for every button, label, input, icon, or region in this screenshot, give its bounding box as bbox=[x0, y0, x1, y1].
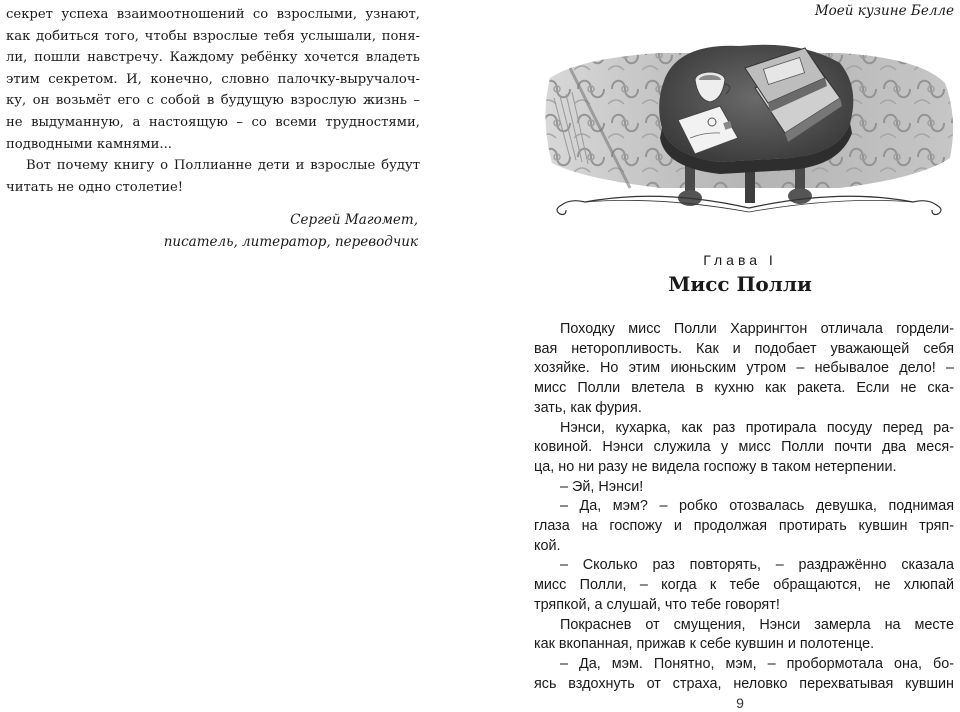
right-page-text-line: кой. bbox=[534, 537, 561, 554]
right-page-text-line: Покраснев от смущения, Нэнси замерла на месте bbox=[560, 616, 954, 633]
right-page-text-line: ковиной. Нэнси служила у мисс Полли почти два меся- bbox=[534, 439, 954, 456]
right-page-text-line: – Да, мэм. Понятно, мэм, – пробормотала она, бо- bbox=[560, 655, 954, 672]
left-page-text-line: ку, он возьмёт его с собой в будущую взрослую жизнь – bbox=[6, 93, 420, 109]
page-number: 9 bbox=[736, 695, 744, 711]
signature bbox=[164, 209, 418, 253]
left-page-text bbox=[6, 4, 420, 198]
left-page-text-line: читать не одно столетие! bbox=[6, 179, 184, 195]
right-page-text-line: – Эй, Нэнси! bbox=[560, 478, 644, 495]
left-page-text-line: Вот почему книгу о Поллианне дети и взрослые будут bbox=[26, 158, 420, 174]
right-page-text-line: как вкопанная, прижав к себе кувшин и полотенце. bbox=[534, 636, 875, 653]
left-page-text-line: этим секретом. И, конечно, словно палочку-выручалоч- bbox=[6, 71, 420, 87]
left-page-text-line: как добиться того, чтобы взрослые тебя услышали, поня- bbox=[6, 28, 420, 44]
left-page-text-line: секрет успеха взаимоотношений со взрослыми, узнают, bbox=[6, 7, 420, 22]
right-page-text-line: ца, но ни разу не видела госпожу в таком нетерпении. bbox=[534, 458, 897, 475]
right-page-text-line: зать, как фурия. bbox=[534, 399, 642, 416]
left-page-text-line: подводными камнями... bbox=[6, 136, 172, 152]
right-page bbox=[520, 0, 960, 712]
dedication: Моей кузине Белле bbox=[814, 3, 954, 19]
right-page-text-line: глаза на госпожу и продолжая протирать кувшин тряп- bbox=[534, 518, 954, 535]
signature-role: писатель, литератор, переводчик bbox=[163, 234, 418, 250]
right-page-text-line: вая неторопливость. Как и подобает уважающей себя bbox=[534, 340, 954, 357]
chapter-body-text bbox=[534, 320, 954, 694]
table-illustration bbox=[540, 38, 958, 216]
right-page-text-line: мисс Полли влетела в кухню как ракета. Если не ска- bbox=[534, 380, 954, 397]
left-page-text-line: ли, пошли навстречу. Каждому ребёнку хочется владеть bbox=[6, 50, 420, 66]
signature-name: Сергей Магомет, bbox=[290, 212, 418, 228]
right-page-text-line: хозяйке. Но этим июньским утром – небывалое дело! – bbox=[534, 360, 954, 377]
left-page bbox=[0, 0, 430, 712]
chapter-title: Мисс Полли bbox=[668, 272, 812, 296]
left-page-text-line: не выдуманную, а настоящую – со всеми трудностями, bbox=[6, 114, 420, 130]
chapter-label: Глава I bbox=[703, 252, 777, 268]
right-page-text-line: – Сколько раз повторять, – раздражённо сказала bbox=[560, 557, 954, 574]
right-page-text-line: ясь вздохнуть от страха, неловко перехватывая кувшин bbox=[534, 675, 954, 692]
right-page-text-line: мисс Полли, – когда к тебе обращаются, не хлюпай bbox=[534, 577, 954, 594]
right-page-text-line: Нэнси, кухарка, как раз протирала посуду перед ра- bbox=[560, 419, 954, 436]
right-page-text-line: тряпкой, а слушай, что тебе говорят! bbox=[534, 596, 780, 613]
right-page-text-line: – Да, мэм? – робко отозвалась девушка, поднимая bbox=[560, 498, 954, 515]
right-page-text-line: Походку мисс Полли Харрингтон отличала гордели- bbox=[560, 321, 954, 337]
